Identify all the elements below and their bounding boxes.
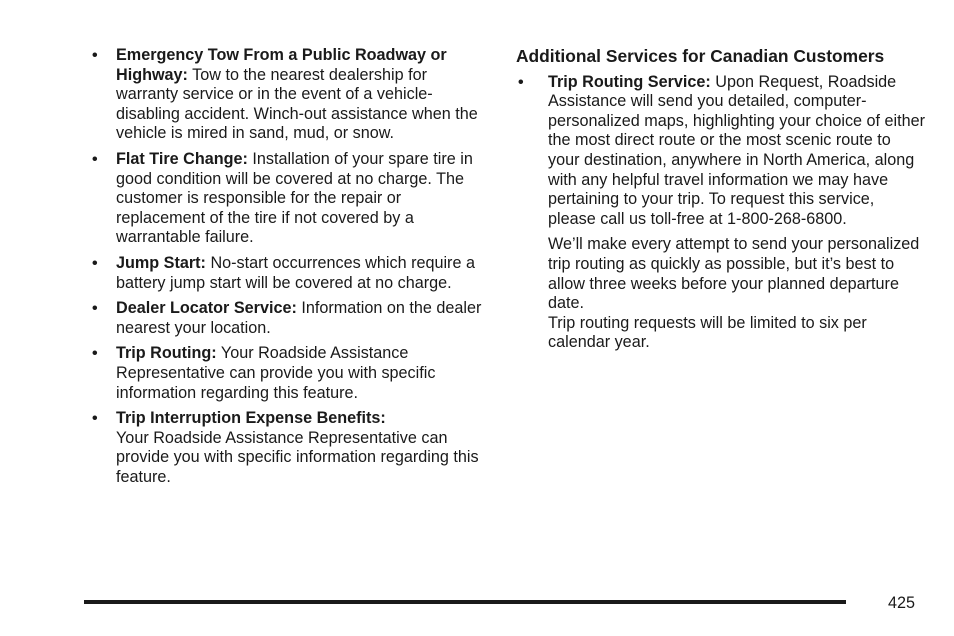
left-column [90, 46, 490, 493]
continuation-text-2: Trip routing requests will be limited to six per calendar year. [548, 313, 867, 352]
service-description: Your Roadside Assistance Representative can provide you with specific information regarding this feature. [116, 428, 479, 486]
service-item-flat-tire [90, 150, 490, 248]
service-label: Trip Routing Service: [548, 72, 711, 91]
service-item-trip-interruption [90, 409, 490, 487]
service-label: Jump Start: [116, 253, 206, 272]
bullet-marker: • [92, 47, 98, 64]
service-label: Trip Routing: [116, 344, 217, 363]
service-item-trip-routing-service [516, 73, 926, 230]
service-label: Emergency Tow From a Public Roadway or Highway: [116, 46, 447, 84]
bullet-marker: • [92, 345, 98, 363]
service-description: Your Roadside Assistance Representative can provide you with specific information regarding this feature. [116, 344, 436, 402]
footer-rule [84, 600, 846, 604]
service-description: Installation of your spare tire in good condition will be covered at no charge. The customer is responsible for the repair or replacement of the tire if not covered by a warrantable failure. [116, 149, 473, 247]
bullet-marker: • [92, 410, 98, 428]
service-description: Tow to the nearest dealership for warranty service or in the event of a vehicle-disabling accident. Winch-out assistance when the vehicle is mired in sand, mud, or snow. [116, 65, 478, 143]
bullet-marker: • [92, 150, 98, 168]
bullet-marker: • [518, 73, 524, 91]
service-item-trip-routing [90, 344, 490, 403]
right-column [516, 46, 926, 353]
continuation-text-1: We’ll make every attempt to send your personalized trip routing as quickly as possible, but it’s best to allow three weeks before your planned departure date. [548, 235, 920, 313]
service-description: No-start occurrences which require a battery jump start will be covered at no charge. [116, 253, 475, 292]
service-description: Information on the dealer nearest your location. [116, 299, 482, 337]
service-item-jump-start [90, 254, 490, 293]
bullet-marker: • [92, 254, 98, 272]
service-label: Dealer Locator Service: [116, 299, 297, 318]
service-label: Flat Tire Change: [116, 149, 248, 168]
service-label: Trip Interruption Expense Benefits: [116, 409, 386, 428]
service-item-dealer-locator [90, 299, 490, 338]
continuation-paragraph [516, 235, 926, 353]
bullet-marker: • [92, 300, 98, 318]
section-heading: Additional Services for Canadian Customers [516, 46, 885, 66]
service-item-emergency-tow [90, 46, 490, 144]
page-number: 425 [888, 594, 916, 612]
service-description: Upon Request, Roadside Assistance will send you detailed, computer-personalized maps, highlighting your choice of either the most direct route or the most scenic route to your destination, anywhere in North America, along with any helpful travel information we may have pertaining to your trip. To request this service, please call us toll-free at 1-800-268-6800. [548, 72, 926, 228]
